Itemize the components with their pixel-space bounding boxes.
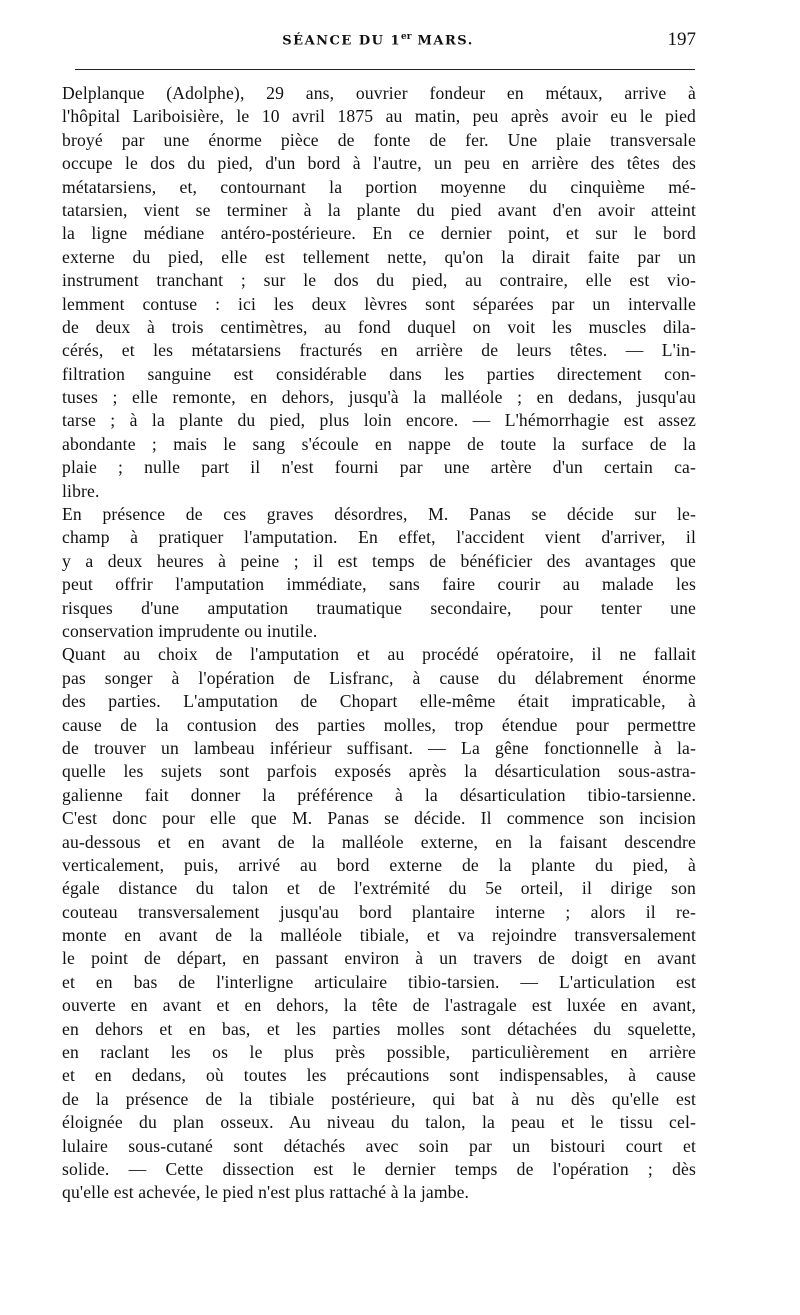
text-line: cérés, et les métatarsiens fracturés en arrière de leurs têtes. — L'in- [62, 340, 696, 361]
text-line: champ à pratiquer l'amputation. En effet, l'accident vient d'arriver, il [62, 527, 696, 548]
text-line: qu'elle est achevée, le pied n'est plus rattaché à la jambe. [62, 1182, 470, 1203]
text-line: lulaire sous-cutané sont détachés avec soin par un bistouri court et [62, 1135, 696, 1156]
text-line: ouverte en avant et en dehors, la tête de l'astragale est luxée en avant, [62, 995, 696, 1016]
text-line: plaie ; nulle part il n'est fourni par une artère d'un certain ca- [62, 457, 696, 478]
text-line: au-dessous et en avant de la malléole externe, en la faisant descendre [62, 831, 696, 852]
running-title-main: SÉANCE DU 1 [282, 33, 401, 49]
text-line: tatarsien, vient se terminer à la plante du pied avant d'en avoir atteint [62, 199, 696, 220]
text-line: instrument tranchant ; sur le dos du pied, au contraire, elle est vio- [62, 270, 696, 291]
text-line: filtration sanguine est considérable dans les parties directement con- [62, 363, 696, 384]
text-line: verticalement, puis, arrivé au bord externe de la plante du pied, à [62, 854, 696, 875]
text-line: couteau transversalement jusqu'au bord plantaire interne ; alors il re- [62, 901, 696, 922]
text-line: occupe le dos du pied, d'un bord à l'autre, un peu en arrière des têtes des [62, 153, 696, 174]
text-line: lemment contuse : ici les deux lèvres sont séparées par un intervalle [62, 293, 696, 314]
text-line: de trouver un lambeau inférieur suffisant. — La gêne fonctionnelle à la- [62, 737, 696, 758]
running-title-superscript: er [401, 32, 412, 42]
text-line: conservation imprudente ou inutile. [62, 620, 318, 641]
text-line: de la présence de la tibiale postérieure, qui bat à nu dès qu'elle est [62, 1088, 696, 1109]
running-title-end: MARS. [411, 33, 474, 49]
text-line: Delplanque (Adolphe), 29 ans, ouvrier fondeur en métaux, arrive à [62, 83, 696, 103]
text-line: risques d'une amputation traumatique secondaire, pour tenter une [62, 597, 696, 618]
text-line: externe du pied, elle est tellement nette, qu'on la dirait faite par un [62, 246, 696, 267]
running-title [60, 32, 696, 48]
text-line: des parties. L'amputation de Chopart elle-même était impraticable, à [62, 691, 696, 712]
text-line: abondante ; mais le sang s'écoule en nappe de toute la surface de la [62, 433, 696, 454]
header-rule [75, 69, 695, 70]
text-line: le point de départ, en passant environ à un travers de doigt en avant [62, 948, 696, 969]
text-line: de deux à trois centimètres, au fond duquel on voit les muscles dila- [62, 316, 696, 337]
body-text [62, 82, 696, 1205]
text-line: monte en avant de la malléole tibiale, et va rejoindre transversalement [62, 925, 696, 946]
text-line: égale distance du talon et de l'extrémité du 5e orteil, il dirige son [62, 878, 696, 899]
page-number: 197 [667, 29, 696, 50]
text-line: en raclant les os le plus près possible, particulièrement en arrière [62, 1042, 696, 1063]
page-header [60, 30, 696, 58]
text-line: peut offrir l'amputation immédiate, sans faire courir au malade les [62, 574, 696, 595]
text-line: la ligne médiane antéro-postérieure. En ce dernier point, et sur le bord [62, 223, 696, 244]
text-line: y a deux heures à peine ; il est temps de bénéficier des avantages que [62, 550, 696, 571]
text-line: en dehors et en bas, et les parties molles sont détachées du squelette, [62, 1018, 696, 1039]
text-line: Quant au choix de l'amputation et au procédé opératoire, il ne fallait [62, 644, 696, 665]
text-line: éloignée du plan osseux. Au niveau du talon, la peau et le tissu cel- [62, 1112, 696, 1133]
text-line: l'hôpital Lariboisière, le 10 avril 1875 au matin, peu après avoir eu le pied [62, 106, 696, 127]
text-line: tarse ; à la plante du pied, plus loin encore. — L'hémorrhagie est assez [62, 410, 696, 431]
text-line: galienne fait donner la préférence à la désarticulation tibio-tarsienne. [62, 784, 696, 805]
text-line: et en bas de l'interligne articulaire tibio-tarsien. — L'articulation est [62, 971, 696, 992]
text-line: pas songer à l'opération de Lisfranc, à cause du délabrement énorme [62, 667, 696, 688]
text-line: et en dedans, où toutes les précautions sont indispensables, à cause [62, 1065, 696, 1086]
text-line: C'est donc pour elle que M. Panas se décide. Il commence son incision [62, 808, 696, 829]
text-line: En présence de ces graves désordres, M. Panas se décide sur le- [62, 504, 696, 525]
text-line: libre. [62, 480, 100, 501]
text-line: métatarsiens, et, contournant la portion moyenne du cinquième mé- [62, 176, 696, 197]
text-line: broyé par une énorme pièce de fonte de fer. Une plaie transversale [62, 129, 696, 150]
text-line: tuses ; elle remonte, en dehors, jusqu'à la malléole ; en dedans, jusqu'au [62, 387, 696, 408]
text-line: cause de la contusion des parties molles, trop étendue pour permettre [62, 714, 696, 735]
text-line: solide. — Cette dissection est le dernier temps de l'opération ; dès [62, 1158, 696, 1179]
text-line: quelle les sujets sont parfois exposés après la désarticulation sous-astra- [62, 761, 696, 782]
